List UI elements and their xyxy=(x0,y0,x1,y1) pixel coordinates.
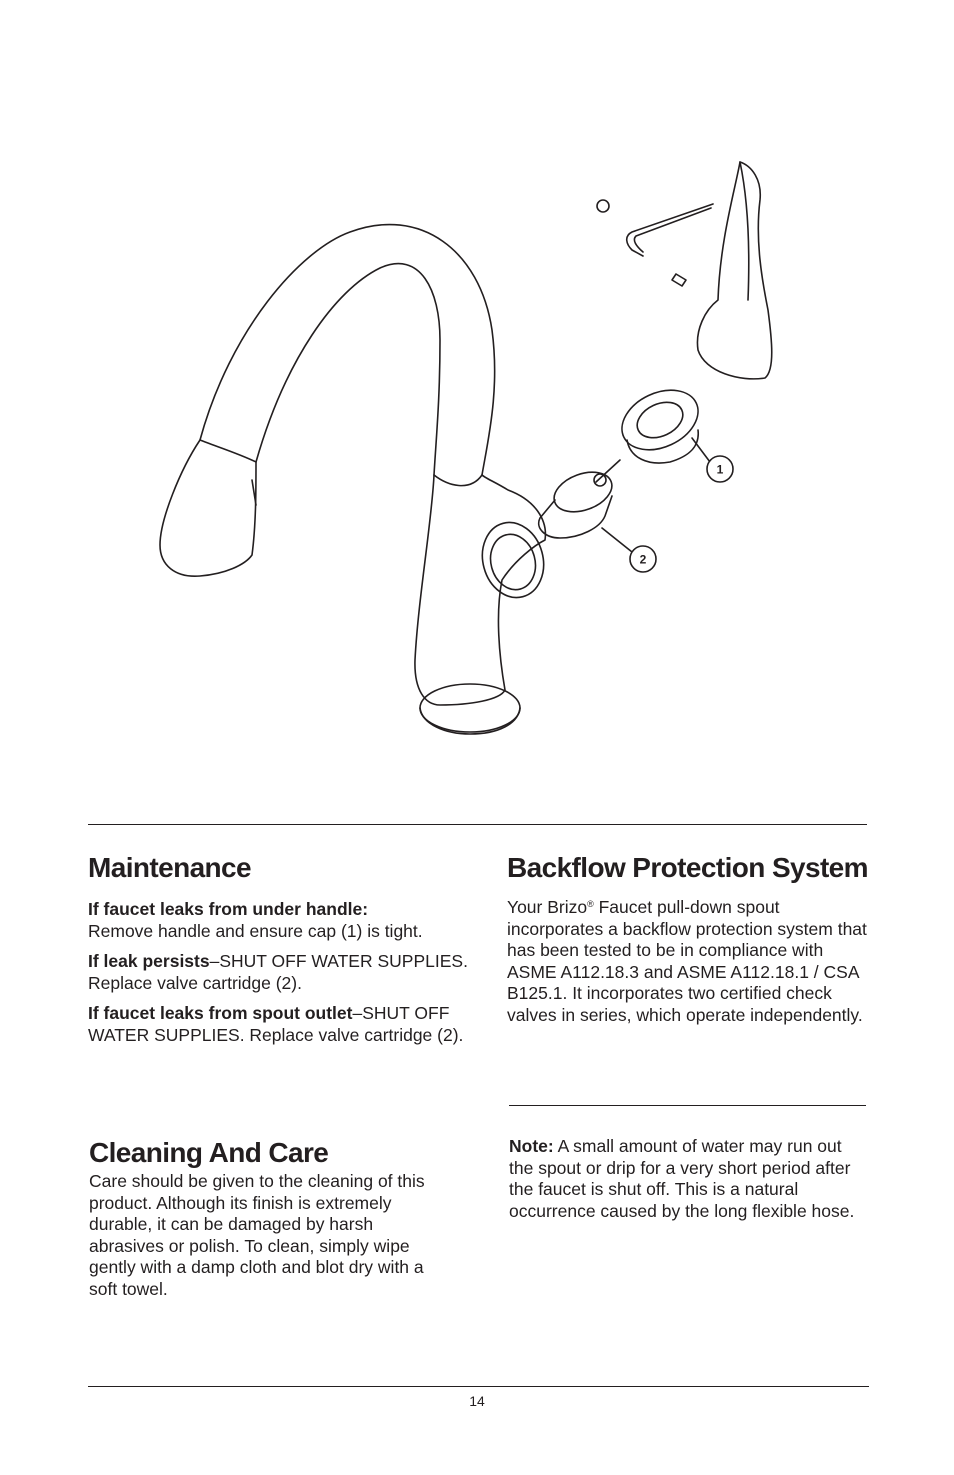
faucet-spout xyxy=(200,225,495,475)
maintenance-title: Maintenance xyxy=(88,852,251,883)
backflow-title: Backflow Protection System xyxy=(507,852,868,883)
maintenance-item-lead: If faucet leaks from under handle: xyxy=(88,899,369,919)
backflow-text-pre: Your Brizo xyxy=(507,897,588,917)
backflow-text-post: Faucet pull-down spout incorporates a backflow protection system that has been tested to be in compliance with ASME A112.18.3 and ASME A112.18.1 / CSA B125.1. It incorporates two certified check valves in series, which operate independently. xyxy=(507,897,867,1025)
section-divider-top xyxy=(88,824,867,825)
callout-2: 2 xyxy=(639,552,647,567)
page-number: 14 xyxy=(469,1393,485,1409)
faucet-spout-inner xyxy=(256,264,440,475)
bonnet-cap xyxy=(612,379,707,463)
maintenance-section xyxy=(88,852,468,1055)
maintenance-item xyxy=(88,899,468,942)
valve-cartridge xyxy=(539,460,620,538)
maintenance-item xyxy=(88,1003,468,1046)
note-text xyxy=(509,1136,855,1222)
backflow-section xyxy=(507,852,879,1026)
maintenance-item xyxy=(88,951,468,994)
cleaning-text: Care should be given to the cleaning of this product. Although its finish is extremely durable, it can be damaged by harsh abrasives or polish. To clean, simply wipe gently with a damp cloth and blot dry with a soft towel. xyxy=(89,1171,425,1299)
note-lead: Note: xyxy=(509,1136,554,1156)
callout-1: 1 xyxy=(716,462,724,477)
maintenance-item-lead: If faucet leaks from spout outlet xyxy=(88,1003,353,1023)
maintenance-item-lead: If leak persists xyxy=(88,951,210,971)
note-section xyxy=(509,1136,859,1222)
hex-wrench xyxy=(627,204,713,256)
set-screw-2 xyxy=(672,274,686,286)
faucet-base xyxy=(420,684,520,732)
cleaning-title: Cleaning And Care xyxy=(89,1137,329,1168)
faucet-handle xyxy=(697,162,771,379)
maintenance-item-text: –SHUT OFF WATER SUPPLIES. Replace valve cartridge (2). xyxy=(88,951,468,993)
maintenance-item-text: Remove handle and ensure cap (1) is tight. xyxy=(88,920,423,941)
note-body: A small amount of water may run out the spout or drip for a very short period after the faucet is shut off. This is a natural occurrence caused by the long flexible hose. xyxy=(509,1136,855,1221)
spray-head xyxy=(160,440,256,576)
cleaning-section xyxy=(89,1137,449,1300)
backflow-text xyxy=(507,897,869,1026)
footer-divider xyxy=(88,1386,869,1387)
faucet-body xyxy=(415,475,545,705)
maintenance-item-text: –SHUT OFF WATER SUPPLIES. Replace valve cartridge (2). xyxy=(88,1003,464,1045)
note-divider xyxy=(509,1105,866,1106)
registered-mark: ® xyxy=(587,899,594,909)
set-screw-1 xyxy=(597,200,609,212)
